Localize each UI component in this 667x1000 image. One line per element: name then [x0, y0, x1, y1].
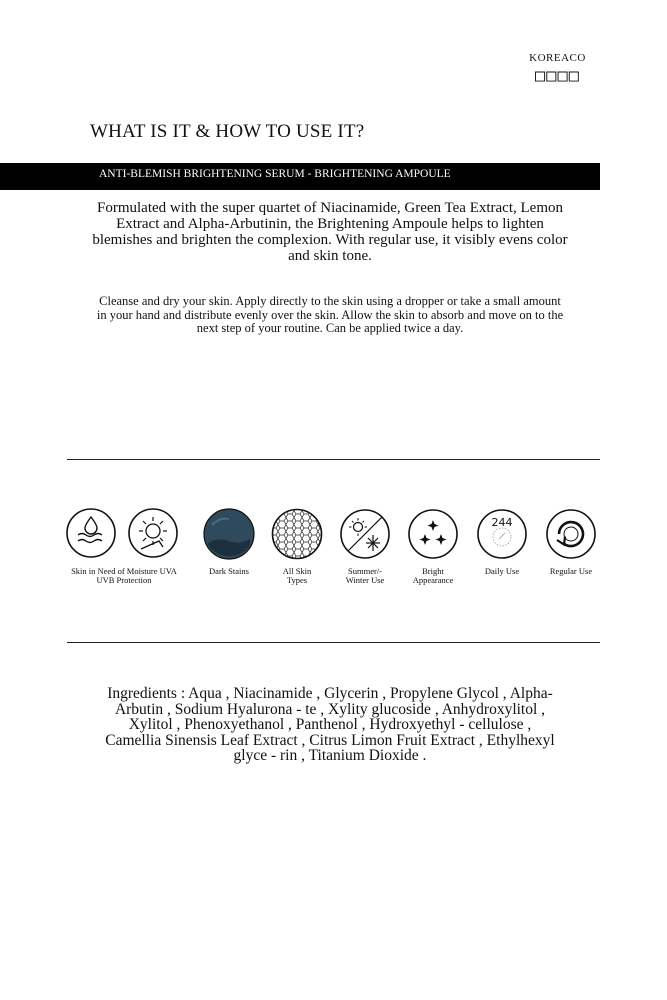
calendar-24-icon	[475, 507, 529, 561]
feature-label: Summer/- Winter Use	[345, 566, 385, 585]
feature-label: All Skin Types	[282, 566, 312, 585]
brand-logo	[505, 52, 610, 86]
daily-use-badge: 244	[491, 516, 513, 529]
feature-label: Daily Use	[484, 566, 520, 576]
ingredients-list: Ingredients : Aqua , Niacinamide , Glycerin , Propylene Glycol , Alpha-Arbutin , Sodium Hyalurona - te , Xylity glucoside , Anhydroxylitol , Xylitol , Phenoxyethanol , Panthenol , Hydroxyethyl - cellulose , Camellia Sinensis Leaf Extract , Citrus Limon Fruit Extract , Ethylhexyl glyce - rin , Titanium Dioxide .	[105, 685, 555, 764]
feature-regular-use	[531, 507, 611, 576]
moisture-uv-icon	[66, 507, 182, 561]
feature-label: Regular Use	[549, 566, 593, 576]
divider-top	[67, 459, 600, 460]
feature-label: Bright Appearance	[412, 566, 454, 585]
feature-moisture-uv	[71, 507, 177, 585]
brand-name: KOREACO	[529, 52, 586, 64]
dark-stain-icon	[202, 507, 256, 561]
feature-label: Dark Stains	[209, 566, 249, 576]
sparkle-icon	[406, 507, 460, 561]
sun-snowflake-icon	[338, 507, 392, 561]
page-title: WHAT IS IT & HOW TO USE IT?	[90, 121, 365, 142]
product-banner: ANTI-BLEMISH BRIGHTENING SERUM - BRIGHTENING AMPOULE	[0, 163, 600, 190]
product-description: Formulated with the super quartet of Niacinamide, Green Tea Extract, Lemon Extract and Alpha-Arbutinin, the Brightening Ampoule helps to lighten blemishes and brighten the complexion. With regular use, it visibly evens color and skin tone.	[92, 200, 568, 264]
brand-subtitle: □□□□	[535, 65, 580, 86]
honeycomb-icon	[270, 507, 324, 561]
divider-bottom	[67, 642, 600, 643]
feature-bright-appearance	[393, 507, 473, 585]
feature-label: Skin in Need of Moisture UVA UVB Protection	[71, 566, 177, 585]
feature-daily-use	[462, 507, 542, 576]
how-to-use-text: Cleanse and dry your skin. Apply directly to the skin using a dropper or take a small amount in your hand and distribute evenly over the skin. Allow the skin to absorb and move on to the next step of your routine. Can be applied twice a day.	[96, 294, 564, 335]
cycle-icon	[544, 507, 598, 561]
